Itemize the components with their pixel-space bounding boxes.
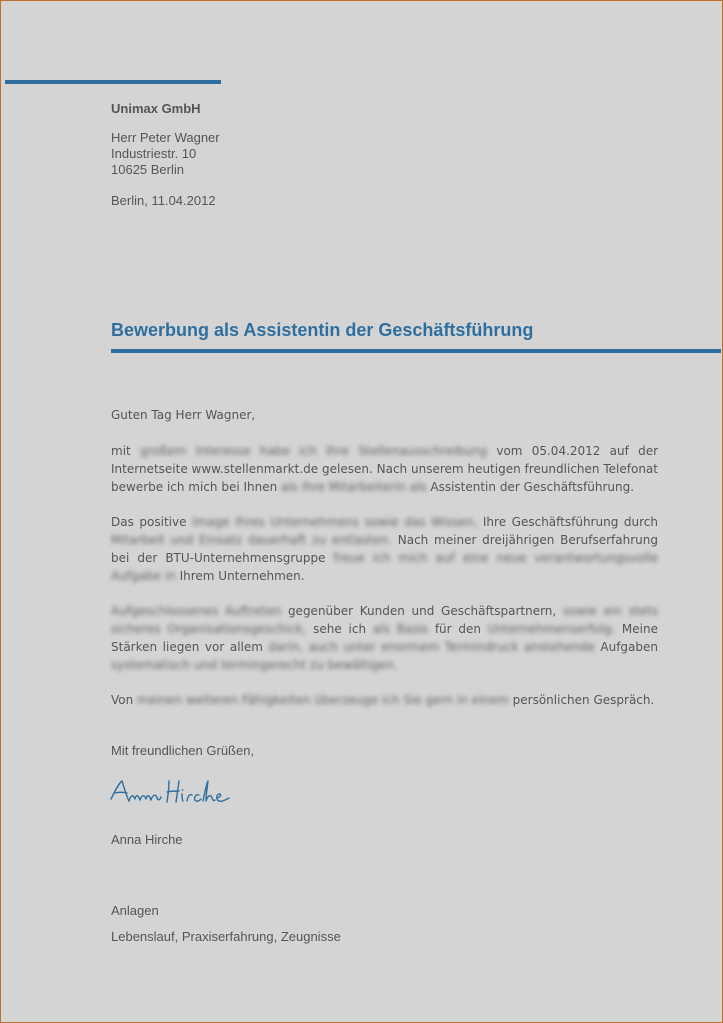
text-segment: gegenüber Kunden und Geschäftspartnern, (281, 604, 563, 618)
text-segment: Nach meiner dreijährigen Berufserfahrung bei der BTU-Unternehmensgruppe (111, 533, 658, 565)
salutation: Guten Tag Herr Wagner, (111, 408, 256, 422)
redacted-text: Aufgeschlossenes Auftreten (111, 604, 282, 618)
closing-phrase: Mit freundlichen Grüßen, (111, 743, 255, 758)
text-segment: Meine Stärken liegen vor allem (111, 622, 658, 654)
enclosures-list: Lebenslauf, Praxiserfahrung, Zeugnisse (111, 929, 341, 944)
letter-body (111, 406, 658, 726)
redacted-text: als Ihre Mitarbeiterin als (281, 480, 427, 494)
text-segment: Das positive (111, 515, 193, 529)
redacted-text: als Basis (372, 622, 429, 636)
recipient-city: 10625 Berlin (111, 162, 184, 177)
redacted-text: systematisch und termingerecht zu bewältigen. (111, 658, 398, 672)
text-segment: Assistentin der Geschäftsführung. (426, 480, 635, 494)
enclosures-title: Anlagen (111, 903, 159, 918)
text-segment: persönlichen Gespräch. (508, 693, 655, 707)
text-segment: mit (111, 444, 140, 458)
body-paragraph-2 (111, 513, 658, 585)
redacted-text: sowie ein stets sicheres Organisationsgeschick, (111, 604, 659, 636)
redacted-text: großem Interesse habe ich Ihre Stellenausschreibung (139, 444, 488, 458)
body-paragraph-4 (111, 691, 658, 709)
text-segment: Ihrem Unternehmen. (175, 569, 305, 583)
redacted-text: meinen weiteren Fähigkeiten überzeuge ich Sie gern in einem (137, 693, 509, 707)
recipient-address (111, 130, 220, 178)
recipient-company: Unimax GmbH (111, 101, 201, 116)
text-segment: vom 05.04.2012 auf der Internetseite www.stellenmarkt.de gelesen. Nach unserem heutigen freundlichen Telefonat bewerbe ich mich bei Ihnen (111, 444, 659, 494)
redacted-text: Unternehmenserfolg. (487, 622, 616, 636)
handwritten-signature (109, 777, 233, 811)
subject-accent-rule (111, 349, 721, 353)
text-segment: sehe ich (306, 622, 373, 636)
body-paragraph-1 (111, 442, 658, 496)
body-paragraph-3 (111, 602, 658, 674)
redacted-text: Mitarbeit und Einsatz dauerhaft zu entlasten. (111, 533, 392, 547)
letter-subject: Bewerbung als Assistentin der Geschäftsführung (111, 320, 534, 340)
text-segment: Von (111, 693, 138, 707)
recipient-contact: Herr Peter Wagner (111, 130, 220, 145)
text-segment: Ihre Geschäftsführung durch (477, 515, 658, 529)
text-segment: für den (428, 622, 488, 636)
redacted-text: darin, auch unter enormem Termindruck anstehende (268, 640, 595, 654)
text-segment: Aufgaben (594, 640, 658, 654)
top-accent-rule (5, 80, 221, 84)
redacted-text: Image Ihres Unternehmens sowie das Wissen, (192, 515, 478, 529)
recipient-street: Industriestr. 10 (111, 146, 197, 161)
signature-name: Anna Hirche (111, 832, 183, 847)
letter-date: Berlin, 11.04.2012 (111, 193, 216, 208)
redacted-text: freue ich mich auf eine neue verantwortungsvolle Aufgabe in (111, 551, 658, 583)
